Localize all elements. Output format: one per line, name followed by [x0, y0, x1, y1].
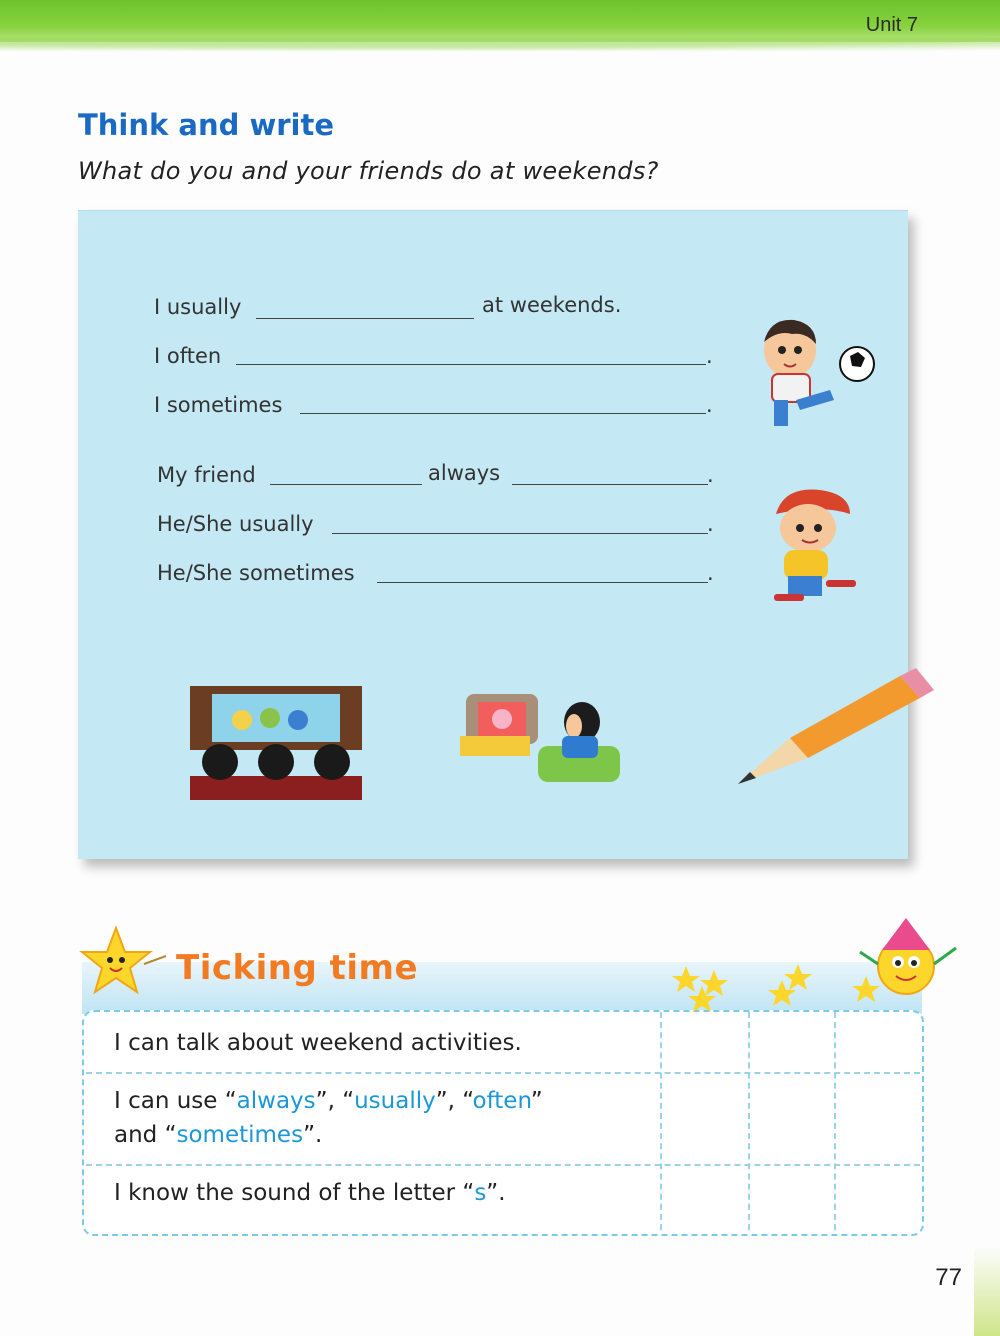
corner-decoration: [974, 1246, 1000, 1336]
friend-name-blank[interactable]: [270, 456, 422, 485]
he-she-sometimes-blank[interactable]: [377, 554, 708, 583]
tv-watching-boy-icon: [458, 688, 628, 788]
tick-cell[interactable]: [662, 1014, 746, 1070]
sentence-he-she-usually: He/She usually: [157, 512, 314, 536]
ticking-row-1: I can talk about weekend activities.: [114, 1030, 522, 1056]
section-question: What do you and your friends do at weekends?: [78, 157, 659, 185]
tick-cell[interactable]: [750, 1014, 832, 1070]
sentence-sometimes-start: I sometimes: [154, 393, 283, 417]
often-dot: .: [706, 344, 713, 368]
he-she-sometimes-dot: .: [707, 561, 714, 585]
keyword-letter-s: s: [474, 1180, 487, 1206]
pencil-icon: [738, 668, 938, 790]
gold-star-icon: [768, 962, 828, 1012]
table-divider: [86, 1164, 920, 1166]
keyword-usually: usually: [354, 1088, 436, 1114]
sentence-usually-end: at weekends.: [482, 293, 622, 317]
skating-boy-icon: [764, 484, 874, 614]
ticking-title: Ticking time: [176, 948, 419, 988]
he-she-usually-blank[interactable]: [332, 505, 708, 534]
sentence-often-start: I often: [154, 344, 222, 368]
table-divider: [86, 1072, 920, 1074]
tick-cell[interactable]: [836, 1014, 918, 1070]
friend-dot: .: [707, 463, 714, 487]
keyword-sometimes: sometimes: [176, 1122, 304, 1148]
unit-label: Unit 7: [865, 14, 918, 36]
often-blank[interactable]: [236, 336, 706, 365]
sometimes-dot: .: [706, 393, 713, 417]
star-mascot-icon: [80, 926, 170, 996]
cinema-icon: [190, 686, 370, 802]
sentence-friend-mid: always: [428, 461, 501, 485]
ticking-row-3: I know the sound of the letter “s”.: [114, 1180, 506, 1206]
sentence-usually: [154, 292, 241, 322]
keyword-often: often: [472, 1088, 531, 1114]
keyword-always: always: [236, 1088, 316, 1114]
section-title: Think and write: [78, 108, 335, 142]
he-she-usually-dot: .: [707, 512, 714, 536]
gold-star-icon: [852, 974, 884, 1006]
top-green-band: [0, 0, 1000, 42]
gold-star-icon: [672, 962, 732, 1012]
sentence-usually-start: I usually: [154, 295, 242, 319]
sentence-he-she-sometimes: He/She sometimes: [157, 561, 355, 585]
sometimes-blank[interactable]: [300, 385, 706, 414]
page-number: 77: [935, 1264, 962, 1291]
ticking-row-2: I can use “always”, “usually”, “often” and “sometimes”.: [114, 1088, 543, 1148]
usually-blank[interactable]: [256, 290, 474, 319]
soccer-boy-icon: [740, 312, 880, 432]
friend-always-blank[interactable]: [512, 456, 708, 485]
sentence-friend-start: My friend: [157, 463, 256, 487]
